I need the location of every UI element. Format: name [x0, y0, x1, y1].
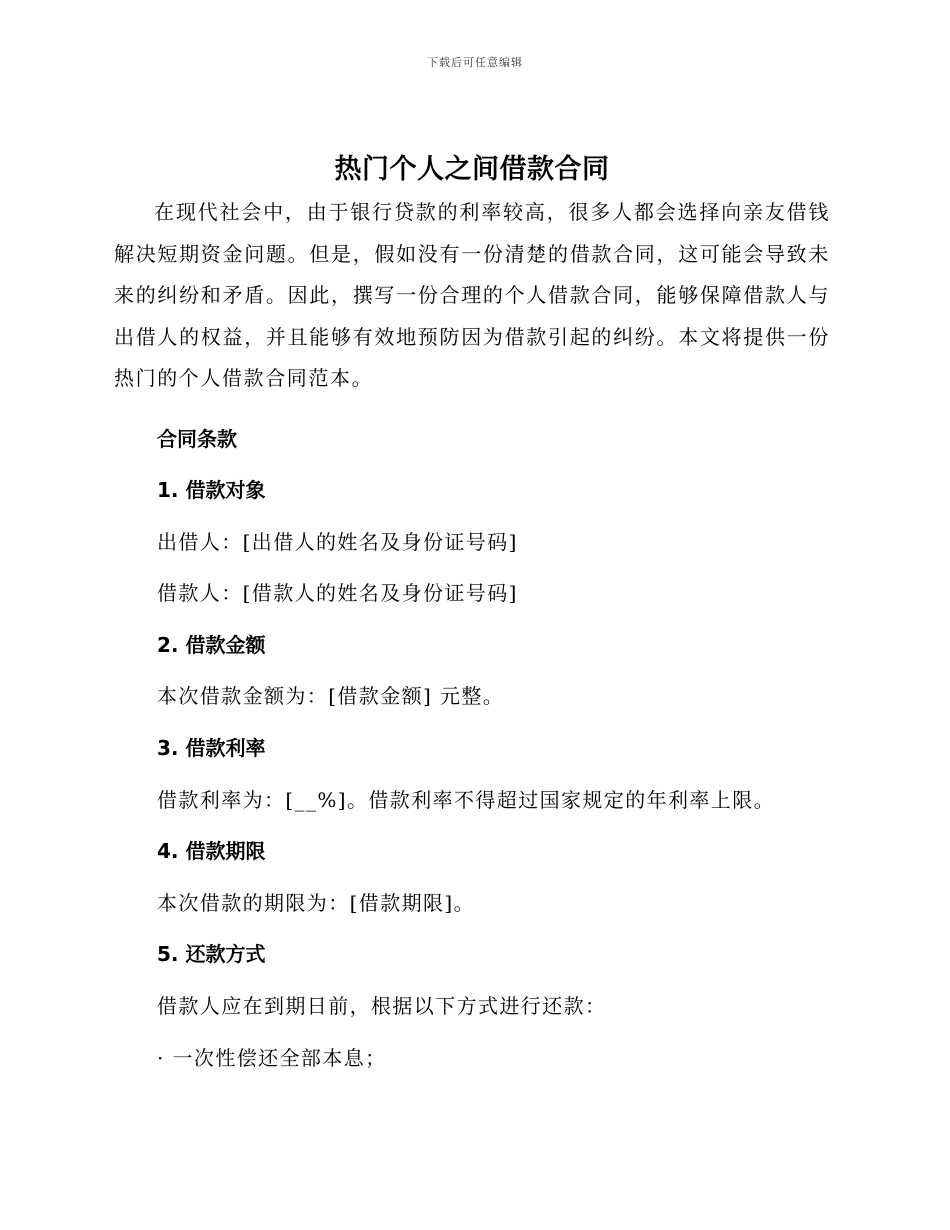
interest-rate-line: 借款利率为：[__%]。借款利率不得超过国家规定的年利率上限。 [157, 787, 776, 812]
lender-line: 出借人：[出借人的姓名及身份证号码] [157, 529, 518, 554]
section-2-heading: 2. 借款金额 [157, 632, 266, 657]
contract-terms-heading: 合同条款 [157, 426, 237, 451]
section-3-heading: 3. 借款利率 [157, 736, 266, 761]
header-note: 下载后可任意编辑 [427, 56, 523, 69]
borrower-line: 借款人：[借款人的姓名及身份证号码] [157, 581, 518, 606]
section-5-heading: 5. 还款方式 [157, 942, 266, 967]
repayment-method-line: 借款人应在到期日前，根据以下方式进行还款： [157, 994, 607, 1019]
loan-term-line: 本次借款的期限为：[借款期限]。 [157, 890, 476, 915]
intro-paragraph: 在现代社会中，由于银行贷款的利率较高，很多人都会选择向亲友借钱解决短期资金问题。但是，假如没有一份清楚的借款合同，这可能会导致未来的纠纷和矛盾。因此，撰写一份合理的个人借款合同，能够保障借款人与出借人的权益，并且能够有效地预防因为借款引起的纠纷。本文将提供一份热门的个人借款合同范本。 [114, 200, 830, 390]
section-1-heading: 1. 借款对象 [157, 478, 266, 503]
repayment-bullet-item: · 一次性偿还全部本息； [157, 1045, 387, 1070]
document-title: 热门个人之间借款合同 [334, 154, 610, 185]
section-4-heading: 4. 借款期限 [157, 839, 266, 864]
loan-amount-line: 本次借款金额为：[借款金额] 元整。 [157, 684, 505, 709]
document-body [114, 148, 830, 1084]
